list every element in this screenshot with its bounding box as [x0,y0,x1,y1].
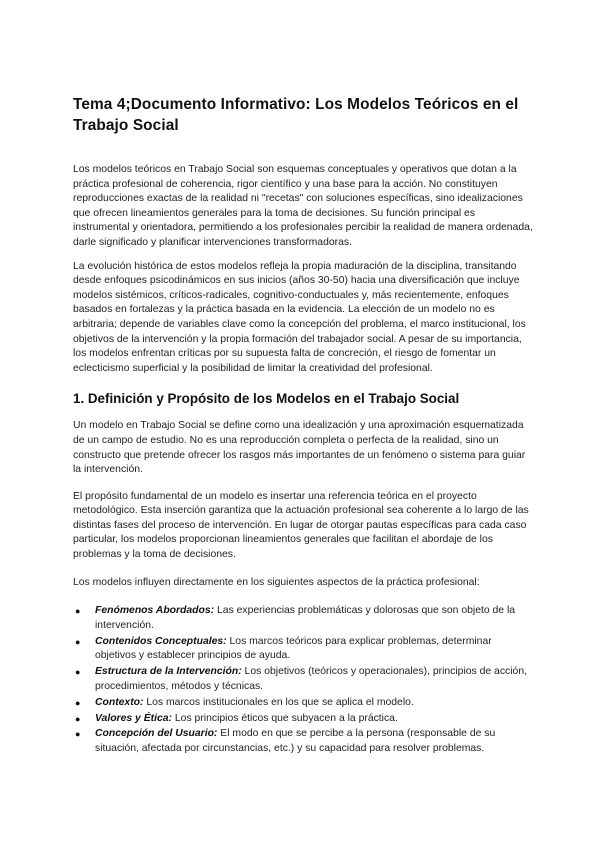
list-item [73,696,533,711]
document-page [73,94,533,758]
list-item [73,727,533,756]
list-item-term: Fenómenos Abordados: [95,605,215,617]
bullet-icon: ● [75,697,81,708]
list-item [73,712,533,727]
bullet-icon: ● [75,729,81,740]
bullet-icon: ● [75,636,81,647]
list-item-text: El modo en que se percibe a la persona (responsable de su situación, afectada por circunstancias, etc.) y su capacidad para resolver problemas. [95,728,496,755]
list-item-text: Los principios éticos que subyacen a la práctica. [172,712,398,724]
section-paragraph-2: El propósito fundamental de un modelo es insertar una referencia teórica en el proyecto metodológico. Esta inserción garantiza que la actuación profesional sea coherente a lo largo de las distintas fases del proceso de intervención. En lugar de otorgar pautas específicas para cada caso particular, los modelos proporcionan lineamientos generales que facilitan el abordaje de los problemas y la toma de decisiones. [73,490,529,561]
document-title: Tema 4;Documento Informativo: Los Modelos Teóricos en el Trabajo Social [73,96,519,134]
list-item-term: Contexto: [95,696,144,708]
bullet-icon: ● [75,713,81,724]
list-item-text: Las experiencias problemáticas y dolorosas que son objeto de la intervención. [95,605,516,631]
list-item-term: Concepción del Usuario: [95,728,218,740]
list-item-text: Los objetivos (teóricos y operacionales), principios de acción, procedimientos, métodos y técnicas. [95,666,527,692]
list-item-term: Estructura de la Intervención: [95,666,242,678]
intro-paragraph-1: Los modelos teóricos en Trabajo Social son esquemas conceptuales y operativos que dotan a la práctica profesional de coherencia, rigor científico y una base para la acción. No constituyen reproducciones exactas de la realidad ni "recetas" con soluciones específicas, sino idealizaciones que ofrecen lineamientos generales para la toma de decisiones. Su función principal es instrumental y orientadora, permitiendo a los profesionales percibir la realidad de manera ordenada, darle significado y planificar intervenciones transformadoras. [73,164,533,248]
list-item [73,604,533,633]
section-paragraph-1: Un modelo en Trabajo Social se define como una idealización y una aproximación esquematizada de un campo de estudio. No es una reproducción completa o perfecta de la realidad, sino un constructo que pretende ofrecer los rasgos más importantes de un fenómeno o sistema para guiar la intervención. [73,420,526,476]
list-item-term: Valores y Ética: [95,712,173,724]
section-paragraph-3: Los modelos influyen directamente en los siguientes aspectos de la práctica profesional: [73,576,480,588]
list-item [73,635,533,664]
list-item-text: Los marcos teóricos para explicar problemas, determinar objetivos y establecer principios de ayuda. [95,635,492,662]
section-heading: 1. Definición y Propósito de los Modelos en el Trabajo Social [73,391,460,407]
aspects-list [73,604,533,756]
bullet-icon: ● [75,606,81,617]
list-item-text: Los marcos institucionales en los que se aplica el modelo. [143,696,414,708]
bullet-icon: ● [75,667,81,678]
intro-paragraph-2: La evolución histórica de estos modelos refleja la propia maduración de la disciplina, transitando desde enfoques psicodinámicos en sus inicios (años 30-50) hacia una diversificación que incluye modelos sistémicos, críticos-radicales, cognitivo-conductuales y, más recientemente, enfoques basados en fortalezas y la práctica basada en la evidencia. La elección de un modelo no es arbitraria; depende de variables clave como la concepción del problema, el marco institucional, los objetivos de la intervención y la propia formación del trabajador social. A pesar de su importancia, los modelos enfrentan críticas por su supuesta falta de concreción, el riesgo de fomentar un eclecticismo superficial y la posibilidad de limitar la creatividad del profesional. [73,260,526,374]
list-item [73,665,533,694]
list-item-term: Contenidos Conceptuales: [95,635,227,647]
